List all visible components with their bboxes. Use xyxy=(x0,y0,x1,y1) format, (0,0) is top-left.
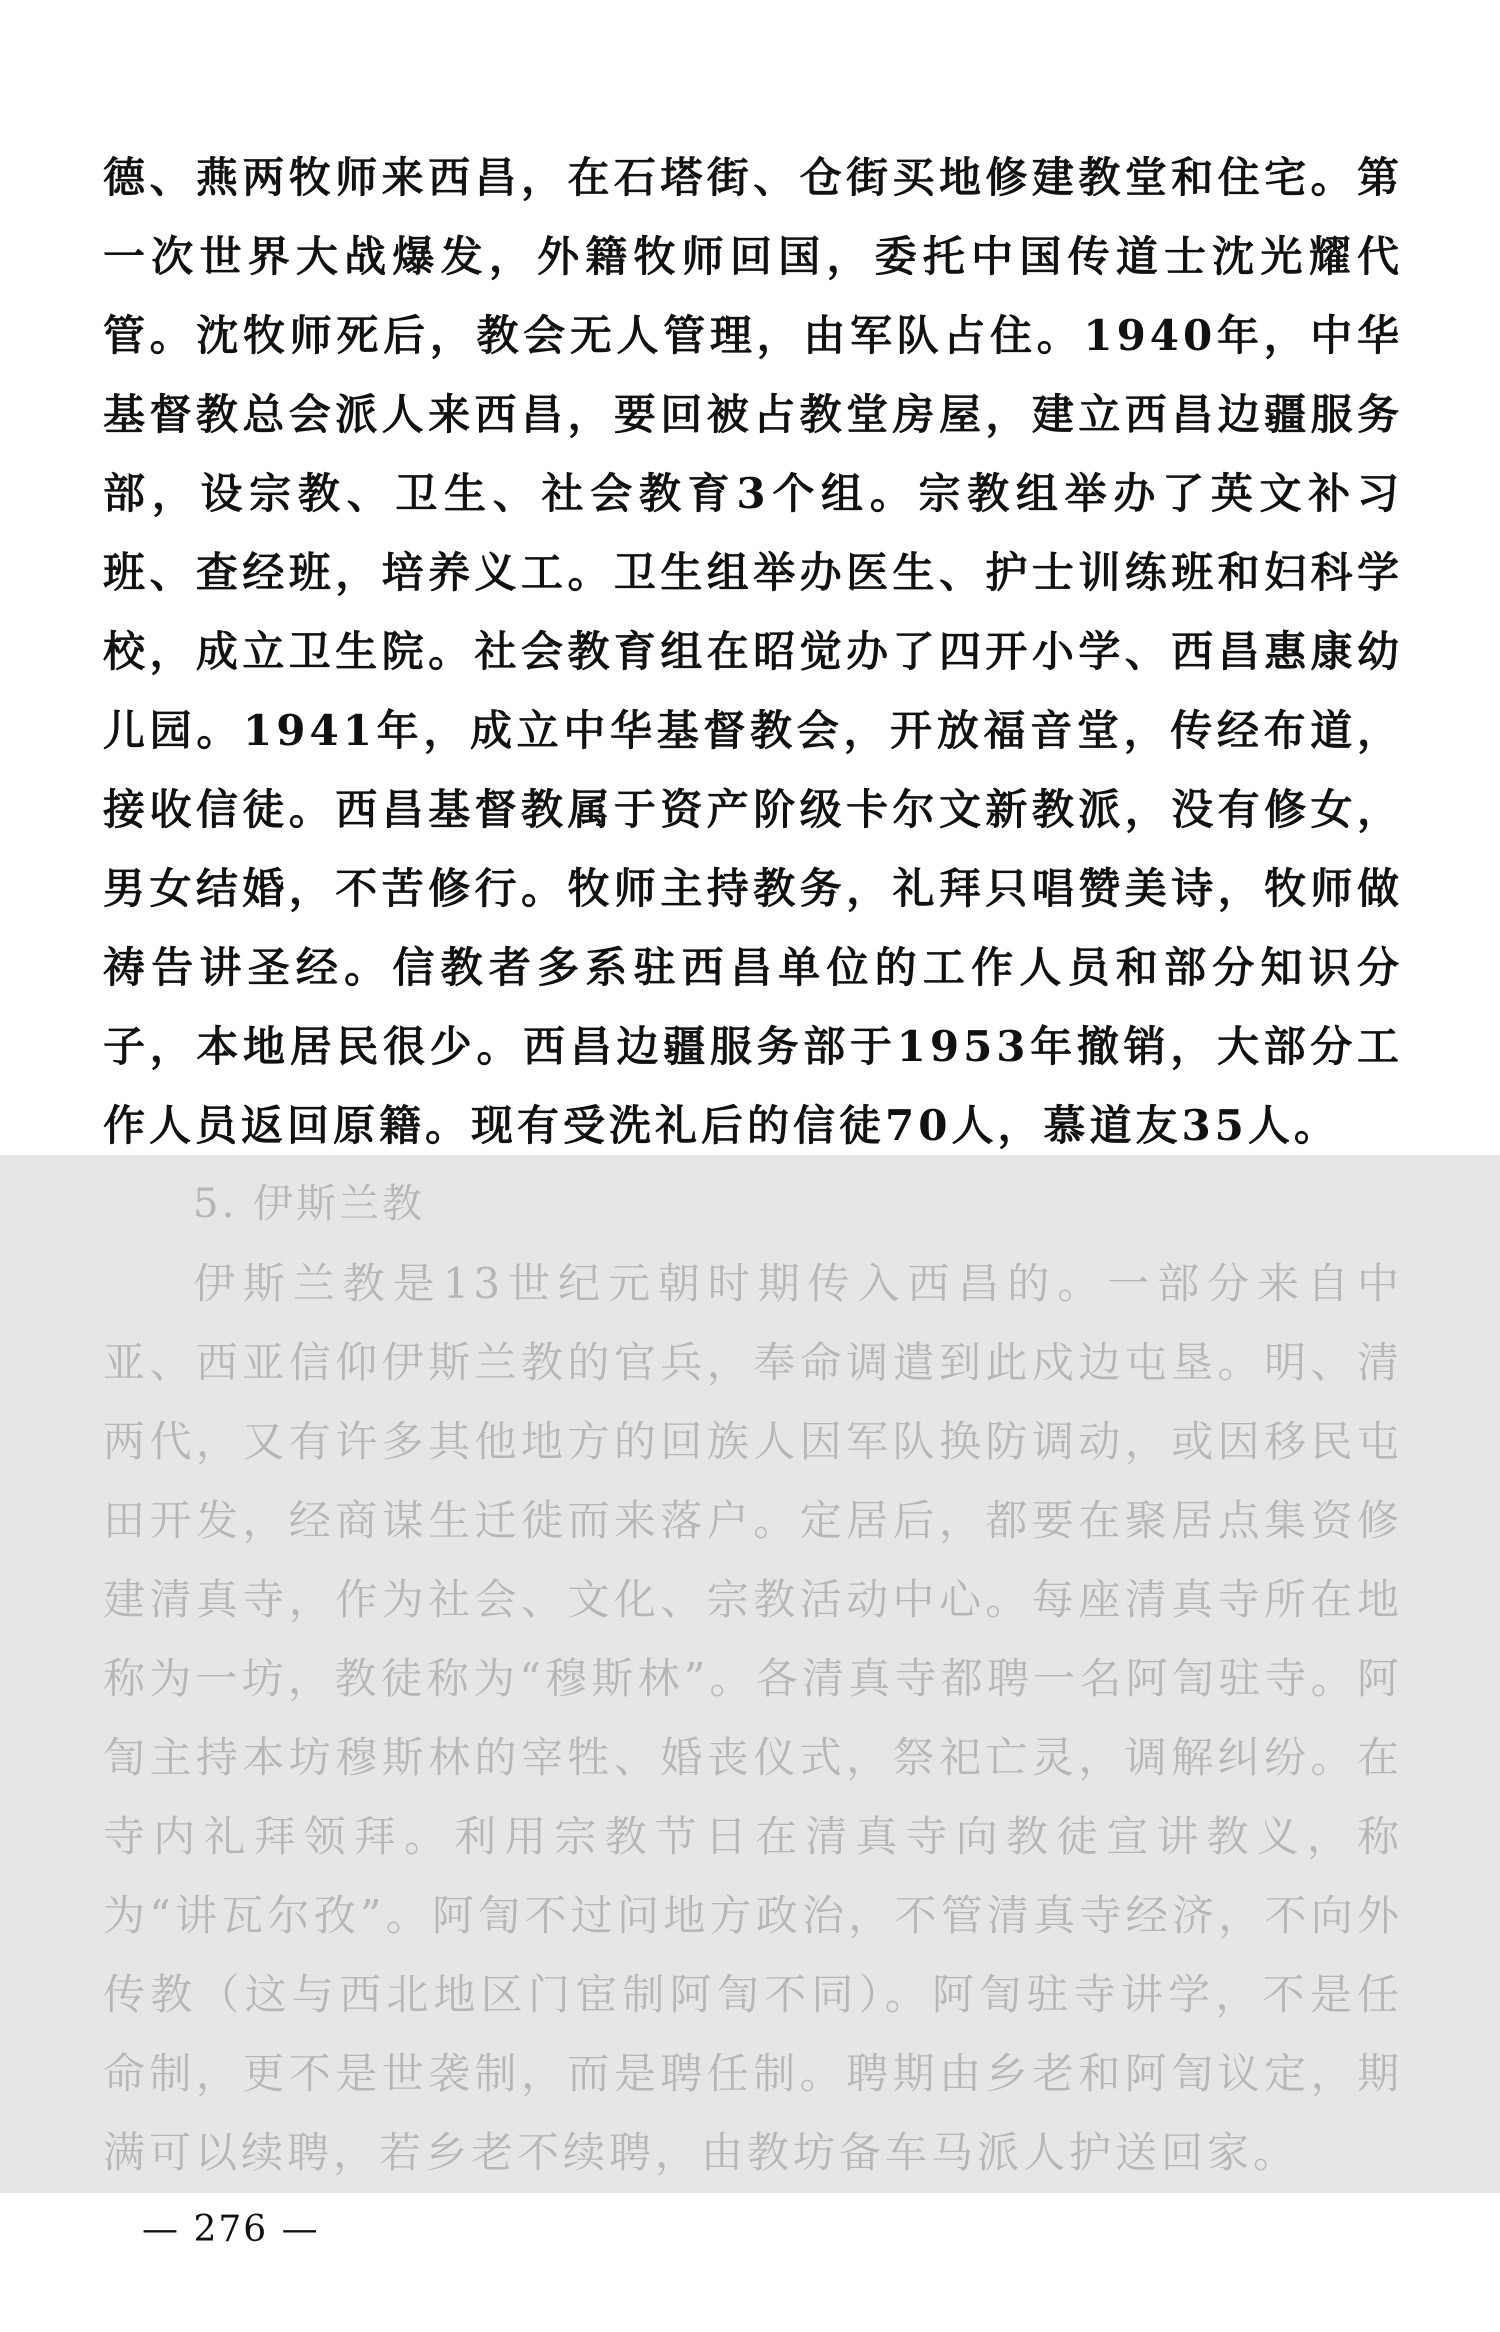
top-text-block xyxy=(103,138,1403,1165)
top-paragraph: 德、燕两牧师来西昌，在石塔街、仓街买地修建教堂和住宅。第一次世界大战爆发，外籍牧师回国，委托中国传道士沈光耀代管。沈牧师死后，教会无人管理，由军队占住。1940年，中华基督教总会派人来西昌，要回被占教堂房屋，建立西昌边疆服务部，设宗教、卫生、社会教育3个组。宗教组举办了英文补习班、查经班，培养义工。卫生组举办医生、护士训练班和妇科学校，成立卫生院。社会教育组在昭觉办了四开小学、西昌惠康幼儿园。1941年，成立中华基督教会，开放福音堂，传经布道，接收信徒。西昌基督教属于资产阶级卡尔文新教派，没有修女，男女结婚，不苦修行。牧师主持教务，礼拜只唱赞美诗，牧师做祷告讲圣经。信教者多系驻西昌单位的工作人员和部分知识分子，本地居民很少。西昌边疆服务部于1953年撤销，大部分工作人员返回原籍。现有受洗礼后的信徒70人，慕道友35人。 xyxy=(103,153,1403,1150)
page-number: — 276 — xyxy=(142,2209,320,2250)
islam-section xyxy=(103,1165,1403,2192)
section-heading: 5. 伊斯兰教 xyxy=(193,1181,425,1227)
islam-paragraph: 伊斯兰教是13世纪元朝时期传入西昌的。一部分来自中亚、西亚信仰伊斯兰教的官兵，奉命调遣到此戍边屯垦。明、清两代，又有许多其他地方的回族人因军队换防调动，或因移民屯田开发，经商谋生迁徙而来落户。定居后，都要在聚居点集资修建清真寺，作为社会、文化、宗教活动中心。每座清真寺所在地称为一坊，教徒称为“穆斯林”。各清真寺都聘一名阿訇驻寺。阿訇主持本坊穆斯林的宰牲、婚丧仪式，祭祀亡灵，调解纠纷。在寺内礼拜领拜。利用宗教节日在清真寺向教徒宣讲教义，称为“讲瓦尔孜”。阿訇不过问地方政治，不管清真寺经济，不向外传教（这与西北地区门宦制阿訇不同）。阿訇驻寺讲学，不是任命制，更不是世袭制，而是聘任制。聘期由乡老和阿訇议定，期满可以续聘，若乡老不续聘，由教坊备车马派人护送回家。 xyxy=(103,1259,1403,2177)
